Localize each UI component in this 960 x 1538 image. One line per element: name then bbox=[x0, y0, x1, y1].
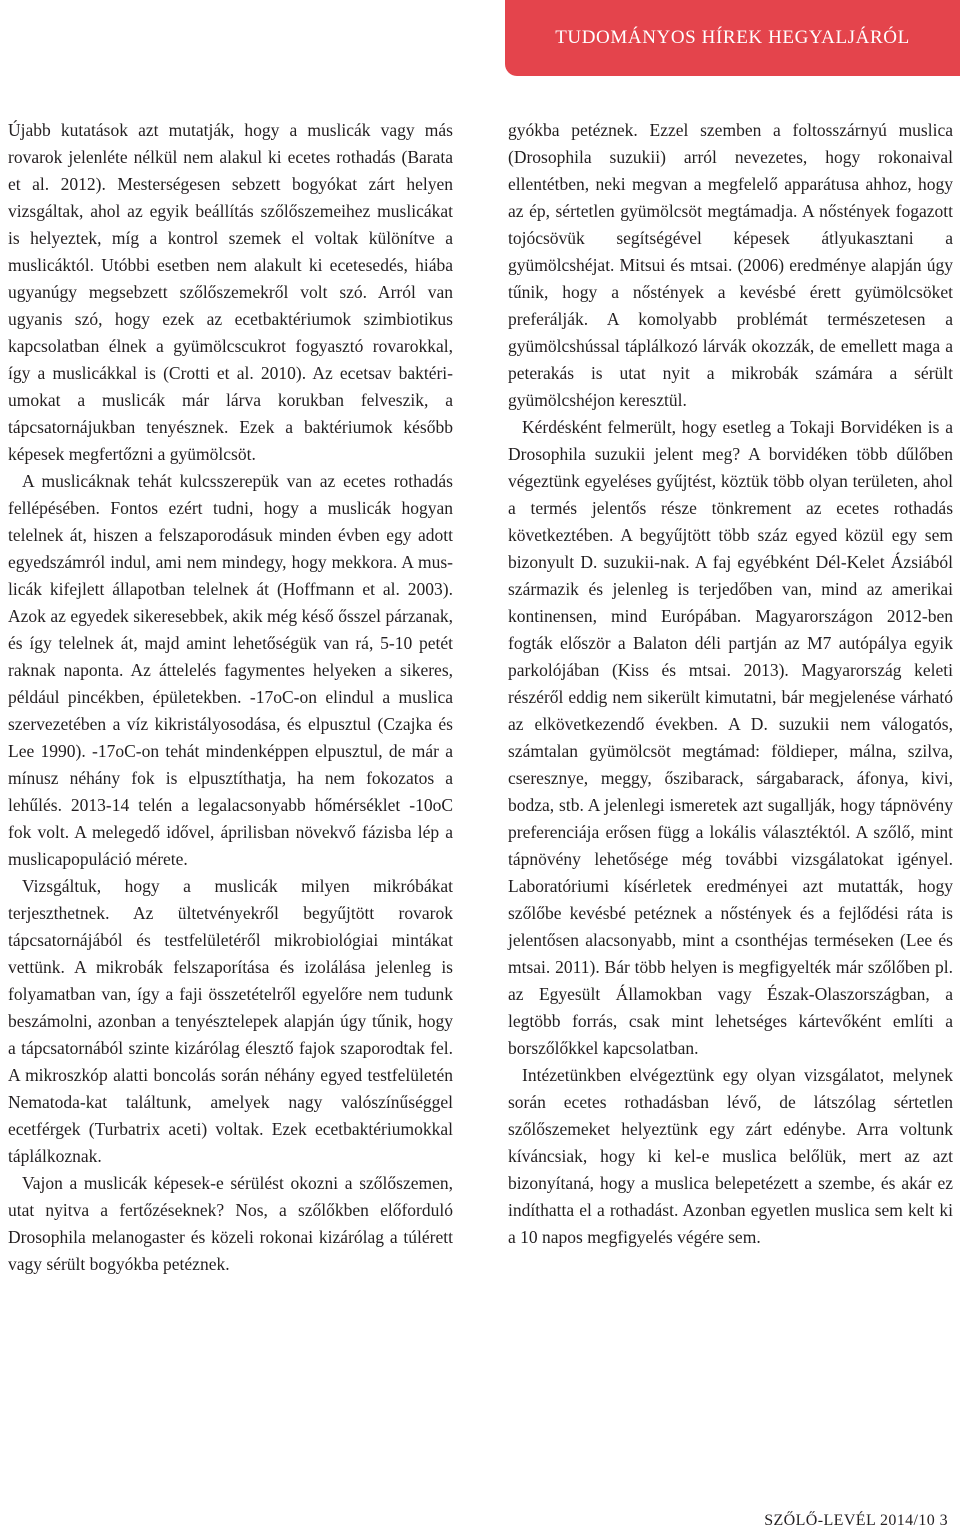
left-text-column bbox=[8, 117, 453, 1278]
section-title: TUDOMÁNYOS HÍREK HEGYALJÁRÓL bbox=[555, 27, 910, 48]
paragraph: A muslicáknak tehát kulcsszerepük van az ecetes rothadás fellépésében. Fontos ezért tudni, hogy a muslicák hogyan telelnek át, hiszen a felszaporodásuk minden évben egy adott egyedszámról indul, ami nem mindegy, hogy mekkora. A muslicák kifejlett állapotban telelnek át (Hoffmann et al. 2003). Azok az egyedek sikeresebbek, akik még késő ősszel párzanak, és így telelnek át, majd amint lehetőségük van rá, 5-10 petét raknak naponta. Az áttelelés fagymentes helyeken a sikeres, például pincékben, épületekben. -17oC-on elindul a muslica szervezetében a víz kikristályosodása, és elpusztul (Czajka és Lee 1990). -17oC-on tehát mindenképpen elpusztul, de már a mínusz néhány fok is elpusztíthatja, ha nem fokozatos a lehűlés. 2013-14 telén a legalacsonyabb hőmérséklet -10oC fok volt. A melegedő idővel, áprilisban növekvő fázisba lép a muslicapopuláció mérete. bbox=[8, 471, 453, 869]
paragraph: Vizsgáltuk, hogy a muslicák milyen mikróbákat terjeszthetnek. Az ültetvényekről begyűjtött rovarok tápcsatornájából és testfelületéről mikrobiológiai mintákat vettünk. A mikrobák felszaporítása és izolálása jelenleg is folyamatban van, így a faji összetételről egyelőre nem tudunk beszámolni, azonban a tenyésztelepek alapján úgy tűnik, hogy a tápcsatornából szinte kizárólag élesztő fajok szaporodtak fel. A mikroszkóp alatti boncolás során néhány egyed testfelületén Nematoda-kat találtunk, amelyek nagy valószínűséggel ecetférgek (Turbatrix aceti) voltak. Ezek ecetbaktériumokkal táplálkoznak. bbox=[8, 876, 453, 1166]
paragraph: Újabb kutatások azt mutatják, hogy a muslicák vagy más rovarok jelenléte nélkül nem alakul ki ecetes rothadás (Barata et al. 2012). Mesterségesen sebzett bogyókat zárt helyen vizsgáltak, ahol az egyik beállítás szőlőszemeihez muslicákat is helyeztek, míg a kontrol szemek el voltak különítve a muslicáktól. Utóbbi esetben nem alakult ki ecetesedés, hiába ugyanúgy megsebzett szőlőszemekről volt szó. Arról van ugyanis szó, hogy ezek az ecetbaktériumok szimbiotikus kapcsolatban élnek a gyümölcscukrot fogyasztó rovarokkal, így a muslicákkal is (Crotti et al. 2010). Az ecetsav baktériumokat a muslicák már lárva korukban felveszik, a tápcsatornájukban tenyésznek. Ezek a baktériumok később képesek megfertőzni a gyümölcsöt. bbox=[8, 120, 453, 464]
paragraph: Vajon a muslicák képesek-e sérülést okozni a szőlőszemen, utat nyitva a fertőzéseknek? Nos, a szőlőkben előforduló Drosophila melanogaster és közeli rokonai kizárólag a túlérett vagy sérült bogyókba petéznek. bbox=[8, 1173, 453, 1274]
section-header-tab bbox=[505, 0, 960, 76]
page-footer: SZŐLŐ-LEVÉL 2014/10 3 bbox=[764, 1512, 948, 1529]
right-text-column bbox=[508, 117, 953, 1251]
paragraph: Kérdésként felmerült, hogy esetleg a Tokaji Borvidéken is a Drosophila suzukii jelent meg? A borvidéken több dűlőben végeztünk egyeléses gyűjtést, köztük több olyan területen, ahol a termés jelentős része tönkrement az ecetes rothadás következtében. A begyűjtött több száz egyed közül egy sem bizonyult D. suzukii-nak. A faj egyébként Dél-Kelet Ázsiából származik és jelenleg is terjedőben van, mind az amerikai kontinensen, mind Európában. Magyarországon 2012-ben fogták először a Balaton déli partján az M7 autópálya egyik parkolójában (Kiss és mtsai. 2013). Magyarország keleti részéről eddig nem sikerült kimutatni, bár megjelenése várható az elkövetkezendő években. A D. suzukii nem válogatós, számtalan gyümölcsöt megtámad: földieper, málna, szilva, cseresznye, meggy, őszibarack, sárgabarack, áfonya, kivi, bodza, stb. A jelenlegi ismeretek azt sugallják, hogy tápnövény preferenciája erősen függ a lokális választéktól. A szőlő, mint tápnövény lehetősége még további vizsgálatokat igényel. Laboratóriumi kísérletek eredményei azt mutatták, hogy szőlőbe kevésbé petéznek a nőstények és a fejlődési ráta is jelentősen alacsonyabb, mint a csonthéjas terméseken (Lee és mtsai. 2011). Bár több helyen is megfigyelték már szőlőben pl. az Egyesült Államokban vagy Észak-Olaszországban, a legtöbb forrás, csak mint lehetséges kártevőként említi a borszőlőkkel kapcsolatban. bbox=[508, 417, 953, 1058]
paragraph: gyókba petéznek. Ezzel szemben a foltosszárnyú muslica (Drosophila suzukii) arról nevezetes, hogy rokonaival ellentétben, neki megvan a megfelelő apparátusa ahhoz, hogy az ép, sértetlen gyümölcsöt megtámadja. A nőstények fogazott tojócsövük segítségével képesek átlyukasztani a gyümölcshéjat. Mitsui és mtsai. (2006) eredménye alapján úgy tűnik, hogy a nőstények a kevésbé érett gyümölcsöket preferálják. A komolyabb problémát természetesen a gyümölcshússal táplálkozó lárvák okozzák, de emellett maga a peterakás is utat nyit a mikrobák számára a sérült gyümölcshéjon keresztül. bbox=[508, 120, 953, 410]
paragraph: Intézetünkben elvégeztünk egy olyan vizsgálatot, melynek során ecetes rothadásban lévő, de látszólag sértetlen szőlőszemeket helyeztünk egy zárt edénybe. Arra voltunk kíváncsiak, hogy ki kel-e muslica belőlük, mert az azt bizonyítaná, hogy a muslica belepetézett a szembe, és akár ez indíthatta el a rothadást. Azonban egyetlen muslica sem kelt ki a 10 napos megfigyelés végére sem. bbox=[508, 1065, 953, 1247]
